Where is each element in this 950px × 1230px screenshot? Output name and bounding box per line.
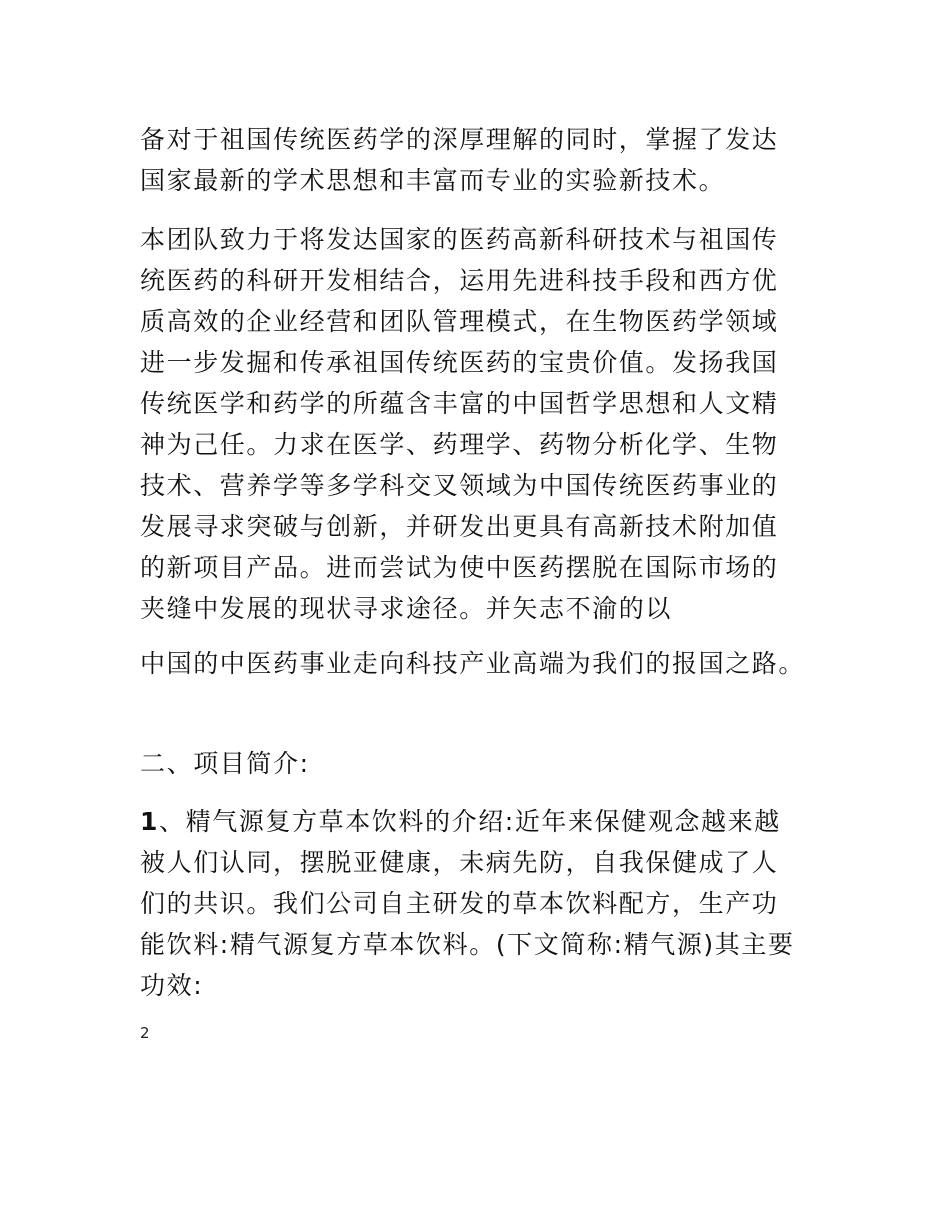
paragraph — [140, 119, 820, 201]
text-line: 中国的中医药事业走向科技产业高端为我们的报国之路。 — [140, 649, 806, 678]
list-item — [140, 801, 820, 1006]
text-line: 们的共识。我们公司自主研发的草本饮料配方，生产功 — [140, 889, 779, 918]
text-line: 功效: — [140, 971, 204, 1000]
item-text: 、精气源复方草本饮料的介绍:近年来保健观念越来越 — [159, 807, 781, 836]
text-line: 发展寻求突破与创新，并研发出更具有高新技术附加值 — [140, 512, 779, 541]
page-number: 2 — [140, 1024, 150, 1042]
text-line: 传统医学和药学的所蕴含丰富的中国哲学思想和人文精 — [140, 389, 779, 418]
text-line: 国家最新的学术思想和丰富而专业的实验新技术。 — [140, 166, 726, 195]
section-heading-text: 二、项目简介: — [140, 749, 310, 778]
text-line: 备对于祖国传统医药学的深厚理解的同时，掌握了发达 — [140, 125, 779, 154]
text-line: 本团队致力于将发达国家的医药高新科研技术与祖国传 — [140, 225, 779, 254]
paragraph — [140, 643, 820, 684]
text-line: 能饮料:精气源复方草本饮料。(下文简称:精气源)其主要 — [140, 930, 795, 959]
text-line: 质高效的企业经营和团队管理模式，在生物医药学领域 — [140, 307, 779, 336]
text-line: 统医药的科研开发相结合，运用先进科技手段和西方优 — [140, 266, 779, 295]
text-line: 神为己任。力求在医学、药理学、药物分析化学、生物 — [140, 430, 779, 459]
text-line: 技术、营养学等多学科交叉领域为中国传统医药事业的 — [140, 471, 779, 500]
text-line — [140, 801, 820, 842]
item-number: 1 — [140, 807, 159, 836]
section-heading — [140, 743, 820, 784]
paragraph — [140, 219, 820, 629]
text-line: 的新项目产品。进而尝试为使中医药摆脱在国际市场的 — [140, 553, 779, 582]
text-line: 进一步发掘和传承祖国传统医药的宝贵价值。发扬我国 — [140, 348, 779, 377]
text-line: 被人们认同，摆脱亚健康，未病先防，自我保健成了人 — [140, 848, 779, 877]
text-line: 夹缝中发展的现状寻求途径。并矢志不渝的以 — [140, 594, 673, 623]
